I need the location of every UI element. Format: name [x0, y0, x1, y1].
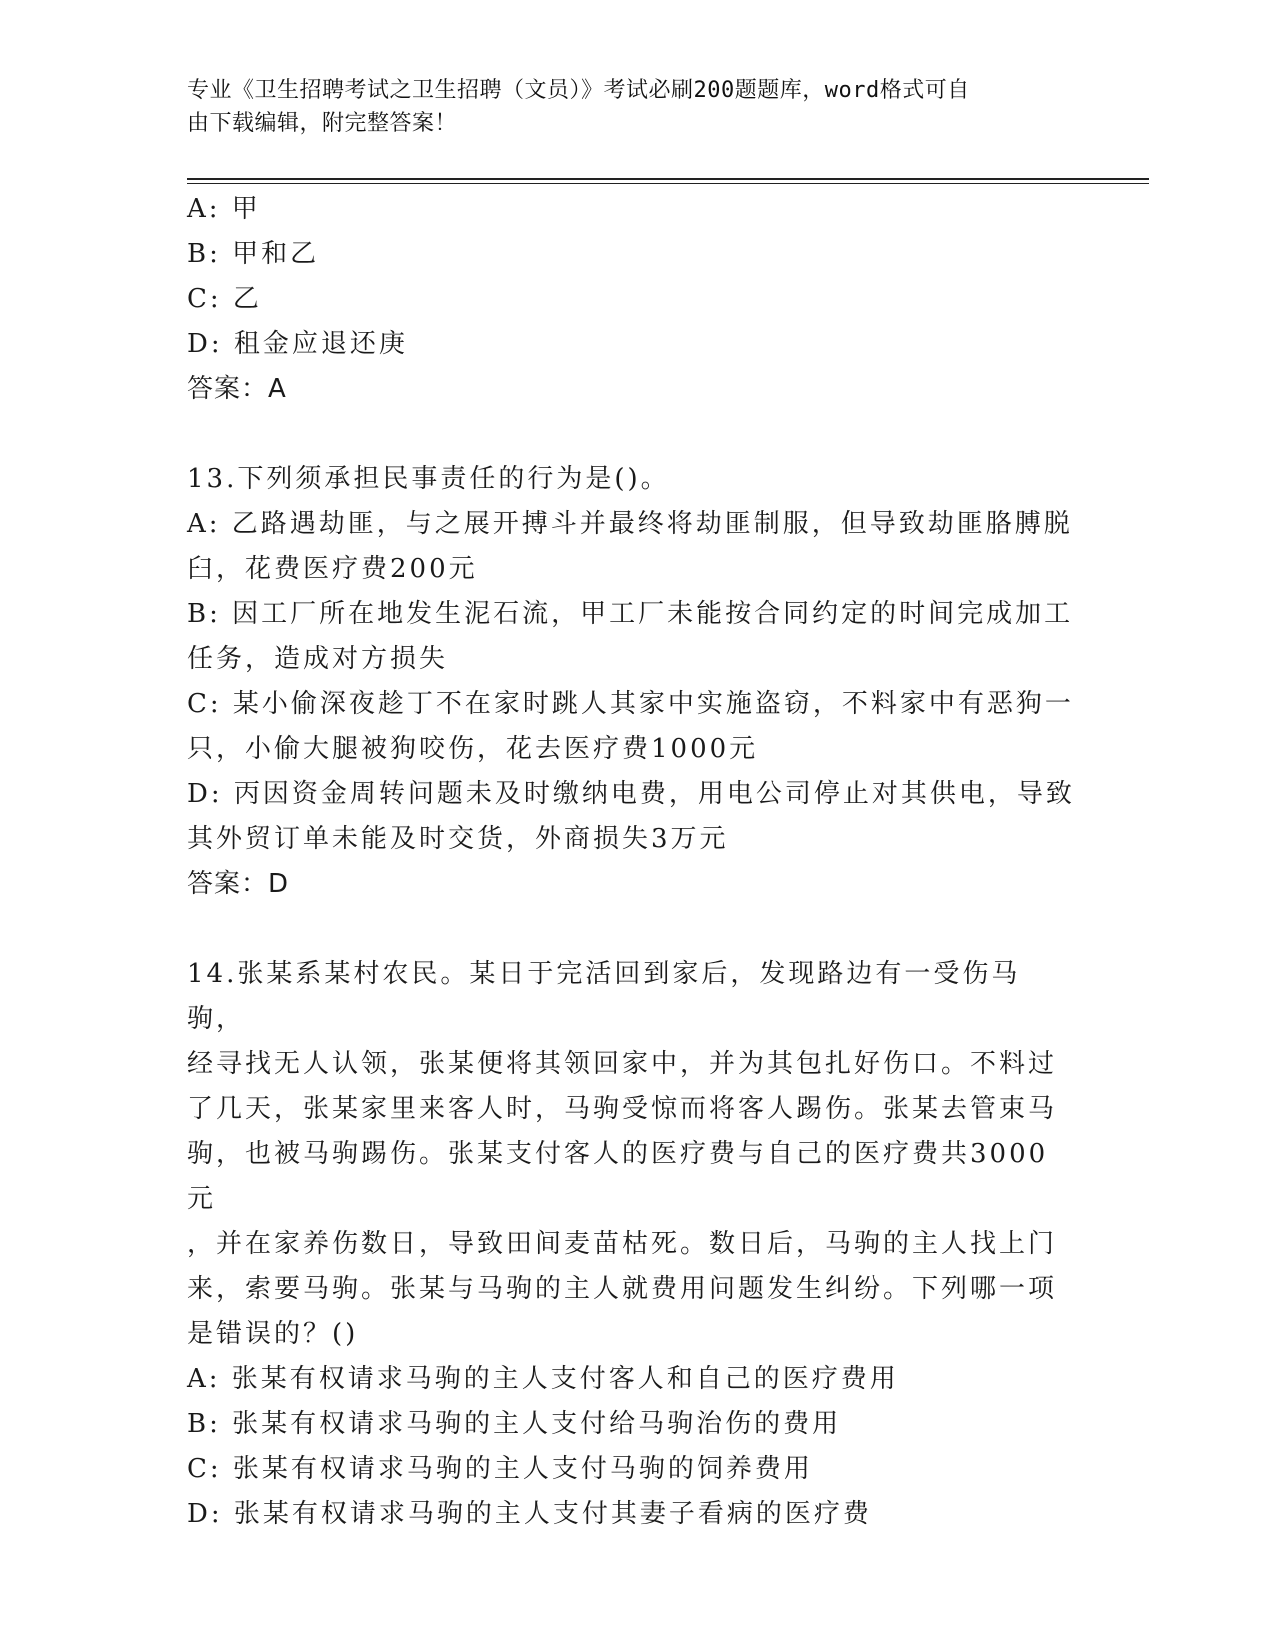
question-13-text: 13.下列须承担民事责任的行为是()。 [187, 464, 670, 494]
question-14-line-7: 是错误的？() [187, 1319, 359, 1349]
question-14-line-6: 来，索要马驹。张某与马驹的主人就费用问题发生纠纷。下列哪一项 [187, 1274, 1058, 1304]
question-13-answer: 答案：D [187, 869, 290, 899]
option-d-line-1: D: 丙因资金周转问题未及时缴纳电费，用电公司停止对其供电，导致 [187, 779, 1075, 809]
document-body [187, 187, 1077, 1537]
question-14-line-1: 14.张某系某村农民。某日于完活回到家后，发现路边有一受伤马驹， [187, 959, 1021, 1034]
option-b: B: 甲和乙 [187, 239, 320, 269]
option-b-line-1: B: 因工厂所在地发生泥石流，甲工厂未能按合同约定的时间完成加工 [187, 599, 1074, 629]
header-line-2: 由下载编辑，附完整答案！ [187, 111, 458, 136]
option-d-line-2: 其外贸订单未能及时交货，外商损失3万元 [187, 824, 729, 854]
option-c-line-2: 只，小偷大腿被狗咬伤，花去医疗费1000元 [187, 734, 759, 764]
question-14-options [187, 1357, 1077, 1537]
question-12-options [187, 187, 1077, 367]
option-b-line-2: 任务，造成对方损失 [187, 644, 449, 674]
question-12-answer: 答案：A [187, 374, 287, 404]
option-a: A: 甲 [187, 194, 261, 224]
option-c: C: 乙 [187, 284, 262, 314]
option-d: D: 租金应退还庚 [187, 329, 408, 359]
option-a-line-2: 臼，花费医疗费200元 [187, 554, 478, 584]
header-divider-thin [187, 183, 1149, 184]
question-14-line-5: ，并在家养伤数日，导致田间麦苗枯死。数日后，马驹的主人找上门 [187, 1229, 1058, 1259]
question-13-option-d [187, 772, 1077, 862]
question-14-text [187, 952, 1077, 1357]
option-c-line-1: C: 某小偷深夜趁丁不在家时跳人其家中实施盗窃，不料家中有恶狗一 [187, 689, 1074, 719]
header-line-1: 专业《卫生招聘考试之卫生招聘（文员）》考试必刷200题题库，word格式可自 [187, 78, 970, 103]
header-divider-thick [187, 178, 1149, 180]
option-a: A: 张某有权请求马驹的主人支付客人和自己的医疗费用 [187, 1364, 899, 1394]
option-c: C: 张某有权请求马驹的主人支付马驹的饲养费用 [187, 1454, 813, 1484]
question-14-line-2: 经寻找无人认领，张某便将其领回家中，并为其包扎好伤口。不料过 [187, 1049, 1058, 1079]
question-13-option-c [187, 682, 1077, 772]
question-13-option-b [187, 592, 1077, 682]
option-d: D: 张某有权请求马驹的主人支付其妻子看病的医疗费 [187, 1499, 872, 1529]
question-14-line-4: 驹，也被马驹踢伤。张某支付客人的医疗费与自己的医疗费共3000元 [187, 1139, 1049, 1214]
document-header [187, 74, 1067, 140]
question-13-option-a [187, 502, 1077, 592]
option-a-line-1: A: 乙路遇劫匪，与之展开搏斗并最终将劫匪制服，但导致劫匪胳膊脱 [187, 509, 1073, 539]
option-b: B: 张某有权请求马驹的主人支付给马驹治伤的费用 [187, 1409, 842, 1439]
spacer [187, 412, 1077, 457]
spacer [187, 907, 1077, 952]
question-14-line-3: 了几天，张某家里来客人时，马驹受惊而将客人踢伤。张某去管束马 [187, 1094, 1058, 1124]
